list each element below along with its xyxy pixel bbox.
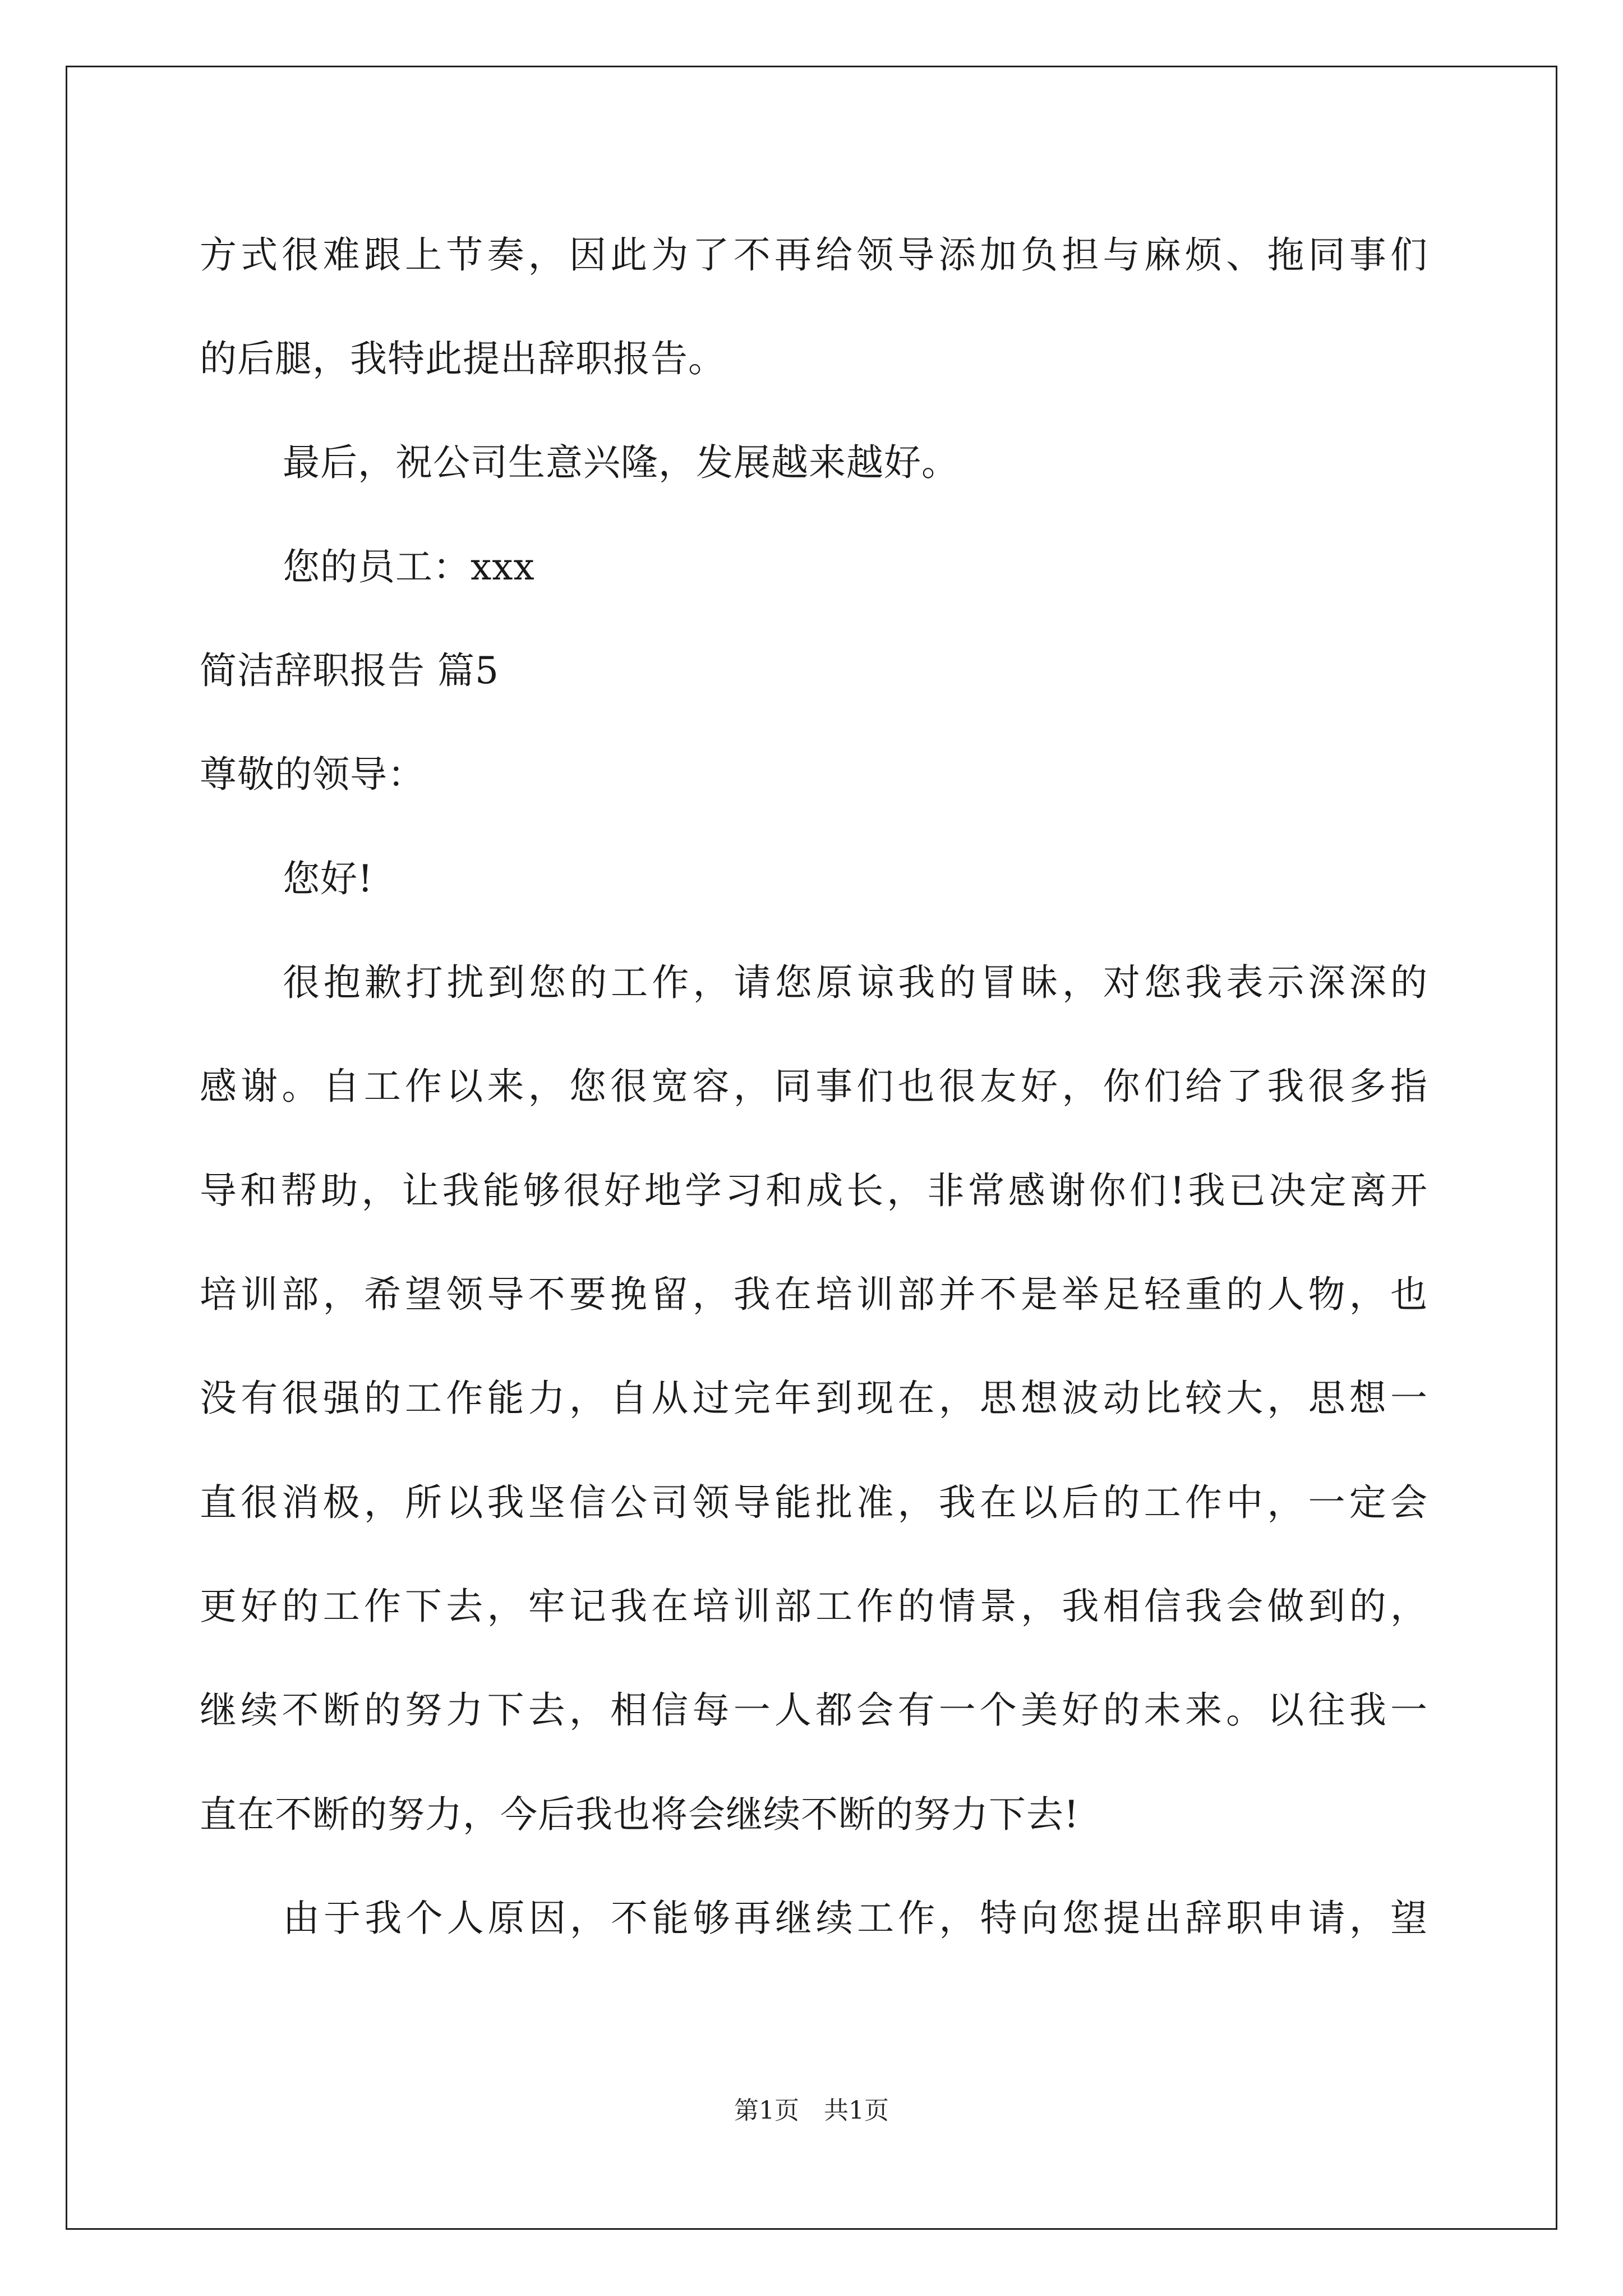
body-line: 感谢。自工作以来，您很宽容，同事们也很友好，你们给了我很多指 bbox=[200, 1065, 1428, 1108]
greeting: 您好! bbox=[283, 857, 374, 900]
page-number-footer: 第1页 共1页 bbox=[734, 2096, 889, 2125]
body-line: 更好的工作下去，牢记我在培训部工作的情景，我相信我会做到的， bbox=[200, 1585, 1428, 1628]
body-line: 很抱歉打扰到您的工作，请您原谅我的冒昧，对您我表示深深的 bbox=[283, 961, 1428, 1004]
body-line: 没有很强的工作能力，自从过完年到现在，思想波动比较大，思想一 bbox=[200, 1377, 1428, 1420]
signature-line: 您的员工：xxx bbox=[283, 545, 535, 588]
body-line: 方式很难跟上节奏，因此为了不再给领导添加负担与麻烦、拖同事们 bbox=[200, 233, 1428, 277]
body-line: 培训部，希望领导不要挽留，我在培训部并不是举足轻重的人物，也 bbox=[200, 1273, 1428, 1316]
body-line: 导和帮助，让我能够很好地学习和成长，非常感谢你们!我已决定离开 bbox=[200, 1169, 1428, 1212]
body-line: 直很消极，所以我坚信公司领导能批准，我在以后的工作中，一定会 bbox=[200, 1481, 1428, 1524]
body-line: 的后腿，我特此提出辞职报告。 bbox=[200, 337, 726, 380]
body-line: 由于我个人原因，不能够再继续工作，特向您提出辞职申请，望 bbox=[283, 1897, 1428, 1940]
section-heading: 简洁辞职报告 篇5 bbox=[200, 649, 499, 692]
body-line: 直在不断的努力，今后我也将会继续不断的努力下去! bbox=[200, 1793, 1080, 1836]
body-line: 继续不断的努力下去，相信每一人都会有一个美好的未来。以往我一 bbox=[200, 1688, 1428, 1732]
closing-line: 最后，祝公司生意兴隆，发展越来越好。 bbox=[283, 441, 959, 484]
salutation: 尊敬的领导： bbox=[200, 753, 425, 796]
